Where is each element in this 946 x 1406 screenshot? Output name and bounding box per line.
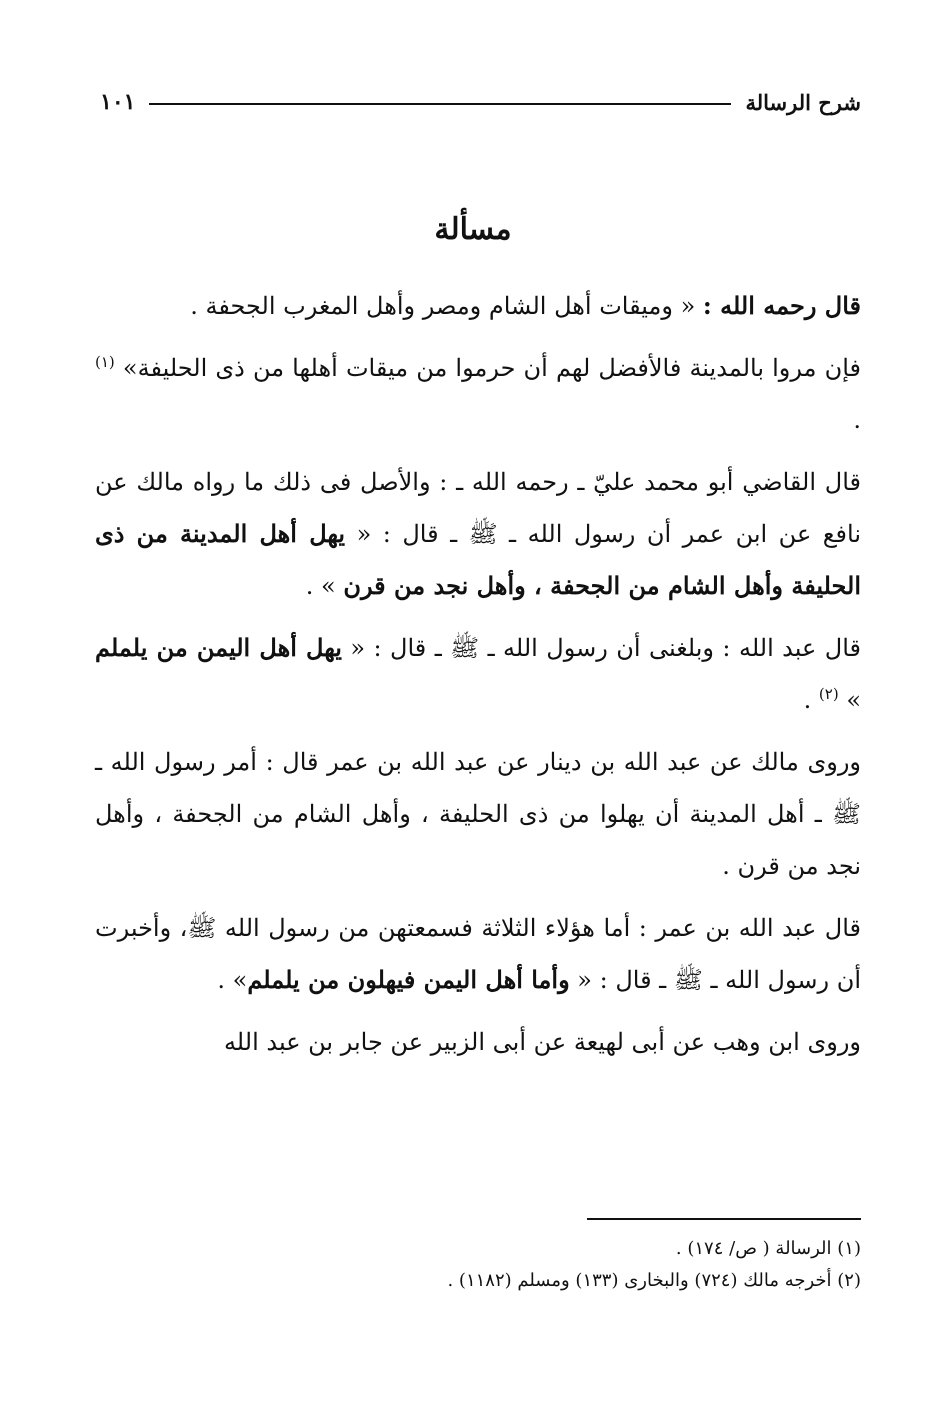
paragraph-6-text: قال عبد الله بن عمر : أما هؤلاء الثلاثة فسمعتهن من رسول الله ﷺ، وأخبرت أن رسول الله ـ ﷺ ـ قال : « (95, 914, 861, 994)
section-heading: مسألة (434, 212, 512, 247)
paragraph-2-end: . (853, 406, 861, 434)
paragraph-3-hadith: يهل أهل المدينة من ذى الحليفة وأهل الشام من الجحفة ، وأهل نجد من قرن (95, 519, 861, 600)
running-title: شرح الرسالة (745, 89, 861, 115)
paragraph-5-text: وروى مالك عن عبد الله بن دينار عن عبد الله بن عمر قال : أمر رسول الله ـ ﷺ ـ أهل المدينة أن يهلوا من ذى الحليفة ، وأهل الشام من الجحفة ، وأهل نجد من قرن . (95, 748, 861, 880)
paragraph-3-end: » . (305, 572, 344, 600)
paragraph-4-text: قال عبد الله : وبلغنى أن رسول الله ـ ﷺ ـ قال : « (341, 634, 861, 662)
paragraph-4-hadith: يهل أهل اليمن من يلملم (95, 633, 342, 662)
paragraph-2 (95, 342, 861, 446)
paragraph-4 (95, 622, 861, 726)
page-number: ١٠١ (100, 89, 136, 115)
paragraph-4-end: » (846, 686, 861, 714)
paragraph-3-text: قال القاضي أبو محمد عليّ ـ رحمه الله ـ : والأصل فى ذلك ما رواه مالك عن نافع عن ابن عمر أن رسول الله ـ ﷺ ـ قال : « (95, 468, 861, 548)
footnote-1: (١) الرسالة ( ص/ ١٧٤) . (675, 1238, 861, 1259)
paragraph-6-end: » . (217, 966, 248, 994)
paragraph-1 (95, 280, 861, 332)
paragraph-7-text: وروى ابن وهب عن أبى لهيعة عن أبى الزبير عن جابر بن عبد الله (223, 1028, 861, 1056)
paragraph-5 (95, 736, 861, 892)
paragraph-3 (95, 456, 861, 612)
paragraph-6 (95, 902, 861, 1006)
header-rule (149, 103, 731, 105)
footnotes (95, 1233, 861, 1297)
paragraph-2-text: فإن مروا بالمدينة فالأفضل لهم أن حرموا من ميقات أهلها من ذى الحليفة» (122, 354, 861, 382)
body-text (95, 280, 861, 1078)
paragraph-7 (95, 1016, 861, 1068)
footnote-2: (٢) أخرجه مالك (٧٢٤) والبخارى (١٣٣) ومسلم (١١٨٢) . (447, 1270, 861, 1291)
footnote-ref-1: (١) (95, 353, 115, 371)
paragraph-1-text: « وميقات أهل الشام ومصر وأهل المغرب الجحفة . (190, 292, 703, 320)
footnote-ref-2: (٢) (818, 685, 839, 703)
paragraph-4-end2: . (803, 686, 819, 714)
footnote-rule (587, 1218, 861, 1220)
paragraph-6-hadith: وأما أهل اليمن فيهلون من يلملم (247, 965, 570, 994)
paragraph-1-lead: قال رحمه الله : (702, 291, 861, 320)
running-header (100, 82, 861, 122)
